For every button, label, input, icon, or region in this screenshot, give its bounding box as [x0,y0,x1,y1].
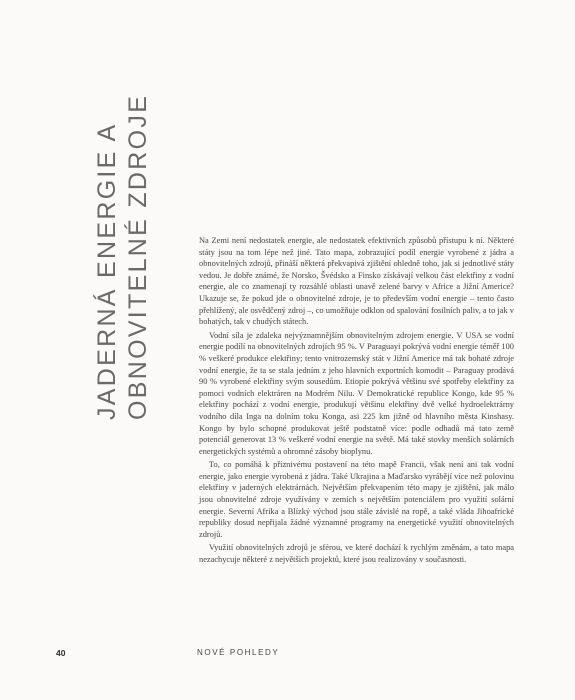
body-text [199,235,514,566]
chapter-title-line-1: JADERNÁ ENERGIE A [93,122,121,420]
page-number: 40 [56,648,66,658]
running-head: NOVÉ POHLEDY [197,648,280,657]
chapter-title-line-2: OBNOVITELNÉ ZDROJE [124,93,152,420]
chapter-title [92,60,154,420]
paragraph-1: Na Zemi není nedostatek energie, ale nedostatek efektivních způsobů přístupu k ní. Některé státy jsou na tom lépe než jiné. Tato mapa, zobrazující podíl energie vyrobené z jádra a obnovitelných zdrojů, přináší některá překvapivá zjištění ohledně toho, jak si jednotlivé státy vedou. Je dobře známé, že Norsko, Švédsko a Finsko získávají velkou část elektřiny z vodní energie, ale co znamenají ty rozsáhlé oblasti unavě zelené barvy v Africe a Jižní Americe? Ukazuje se, že pokud jde o obnovitelné zdroje, je to především vodní energie – tento často přehlížený, ale osvědčený zdroj –, co umožňuje odklon od spalování fosilních paliv, a to jak v bohatých, tak v chudých státech. [199,236,514,327]
page-footer [0,648,575,662]
paragraph-3: To, co pomáhá k příznivému postavení na této mapě Francii, však není ani tak vodní energie, jako energie vyrobená z jádra. Také Ukrajina a Maďarsko vyrábějí více než polovinu elektřiny v jaderných elektrárnách. Největším překvapením této mapy je zjištění, jak málo jsou obnovitelné zdroje využívány v zemích s největším potenciálem pro využití solární energie. Severní Afrika a Blízký východ jsou stále závislé na ropě, a také vláda Jihoafrické republiky dosud nepřijala žádné významné programy na energetické využití obnovitelných zdrojů. [199,460,514,539]
paragraph-2: Vodní síla je zdaleka nejvýznamnějším obnovitelným zdrojem energie. V USA se vodní energie podílí na obnovitelných zdrojích 95 %. V Paraguayi pokrývá vodní energie téměř 100 % veškeré produkce elektřiny; tento vnitrozemský stát v Jižní Americe má tak bohaté zdroje vodní energie, že ta se stala jedním z jeho hlavních exportních komodit – Paraguay prodává 90 % vyrobené elektřiny svým sousedům. Etiopie pokrývá většinu své spotřeby elektřiny za pomoci vodních elektráren na Modrém Nilu. V Demokratické republice Kongo, kde 95 % elektřiny pochází z vodní energie, produkují většinu elektřiny dvě velké hydroelektrárny vodního díla Inga na dolním toku Konga, asi 225 km jižně od hlavního města Kinshasy. Kongo by bylo schopné produkovat ještě podstatně více: podle odhadů má tato země potenciál generovat 13 % veškeré vodní energie na světě. Má také stovky menších solárních energetických systémů a ohromné zásoby bioplynu. [199,330,514,456]
paragraph-4: Využití obnovitelných zdrojů je sférou, ve které dochází k rychlým změnám, a tato mapa nezachycuje některé z největších projektů, které jsou realizovány v současnosti. [199,543,514,565]
